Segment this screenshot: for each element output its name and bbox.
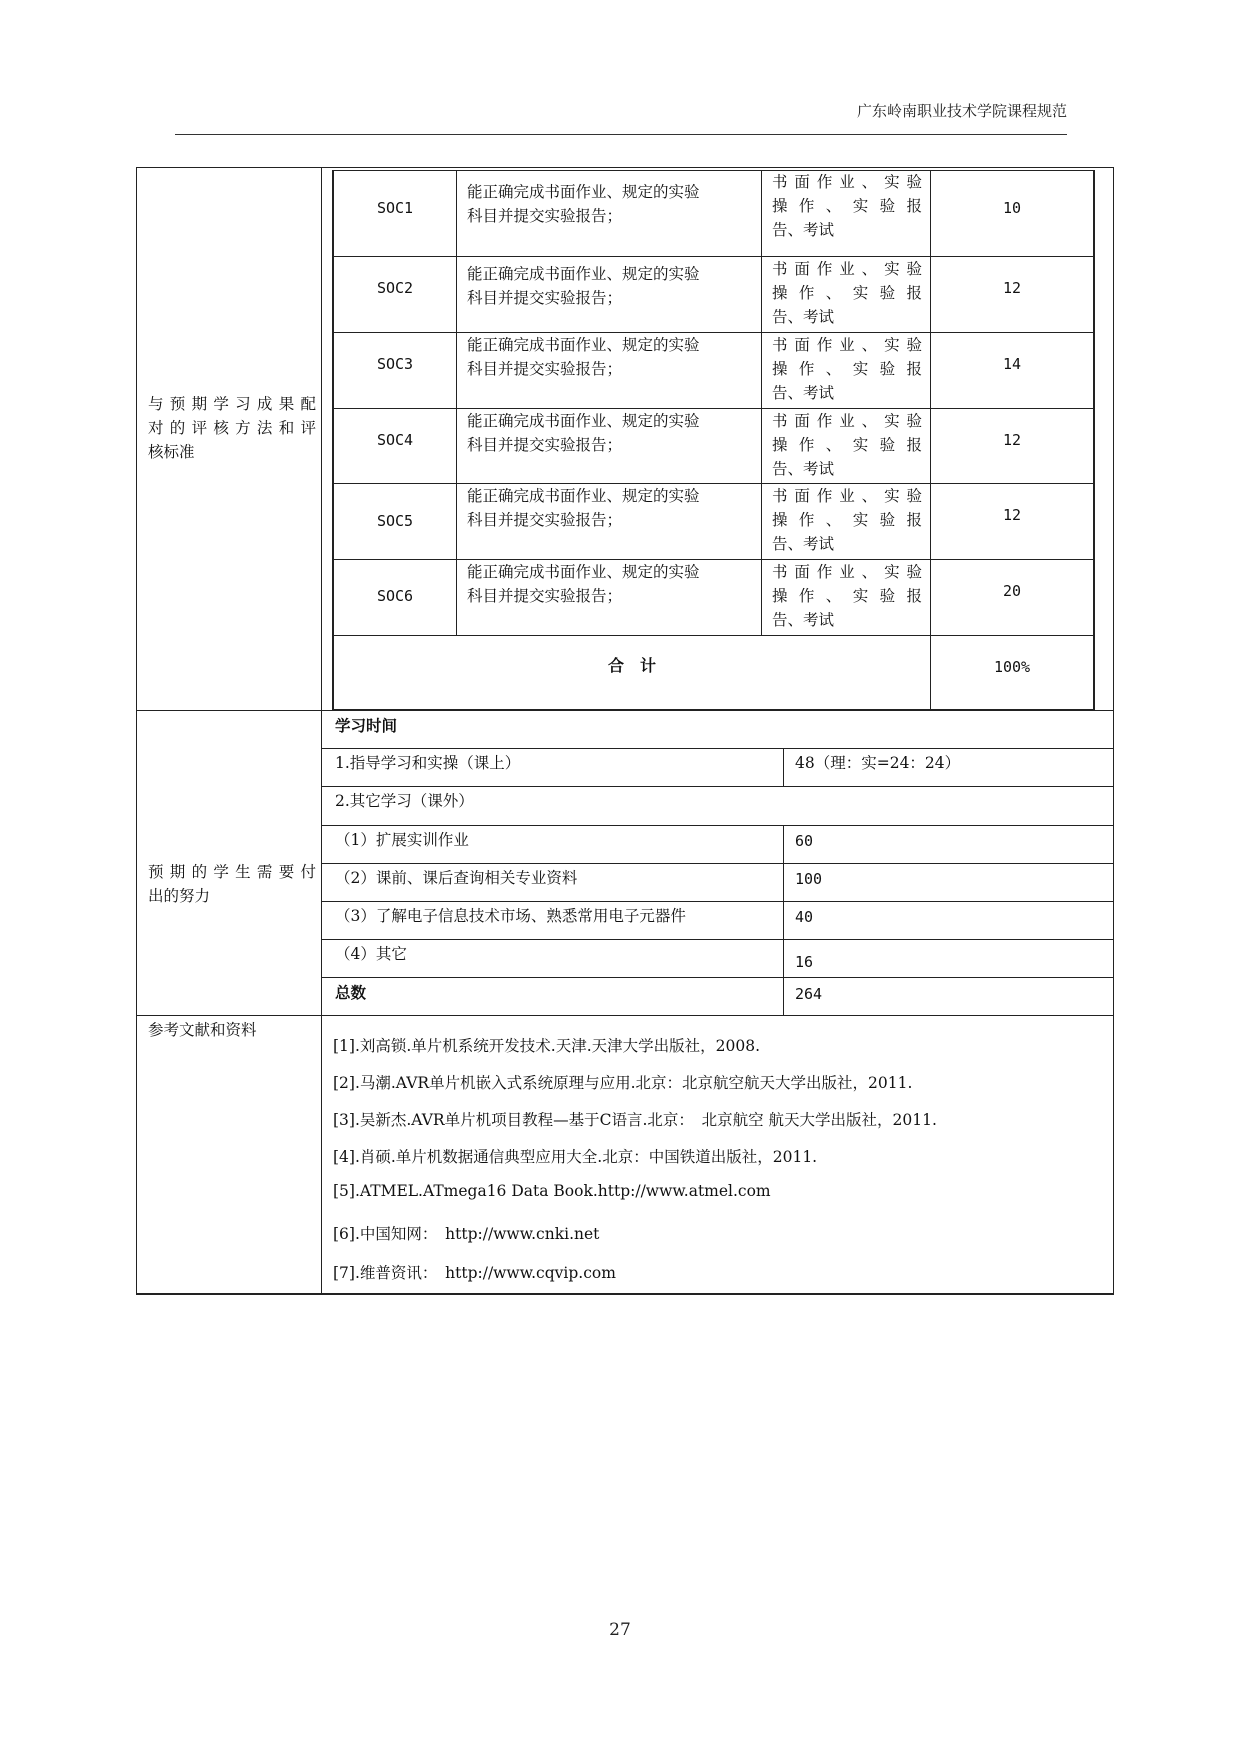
assessment-total-label: 合 计 [607, 656, 656, 675]
soc-weight: 12 [1002, 279, 1022, 297]
soc-description [467, 560, 757, 608]
effort-other-label: 2.其它学习（课外） [335, 792, 474, 810]
method-line: 书面作业、实验 [772, 173, 922, 191]
soc-code: SOC2 [376, 279, 414, 297]
desc-line: 科目并提交实验报告； [467, 289, 623, 307]
effort-item-value: 40 [795, 908, 814, 926]
effort-row-divider [321, 939, 1114, 940]
soc-description [467, 484, 757, 532]
nested-table-right [1093, 170, 1095, 710]
effort-value-divider [783, 825, 784, 1015]
desc-line: 能正确完成书面作业、规定的实验 [467, 563, 700, 581]
page-header: 广东岭南职业技术学院课程规范 [856, 102, 1067, 120]
desc-line: 科目并提交实验报告； [467, 587, 623, 605]
references-label: 参考文献和资料 [148, 1021, 257, 1039]
soc-description [467, 180, 757, 228]
soc-code: SOC3 [376, 355, 414, 373]
method-line: 操 作 、 实 验 报 [772, 284, 922, 302]
method-line: 书面作业、实验 [772, 260, 922, 278]
method-line: 告、考试 [772, 308, 835, 326]
method-line: 操 作 、 实 验 报 [772, 360, 922, 378]
soc-code: SOC6 [376, 587, 414, 605]
reference-item: [1].刘高锁.单片机系统开发技术.天津.天津大学出版社，2008. [333, 1037, 761, 1055]
desc-line: 科目并提交实验报告； [467, 360, 623, 378]
page-number: 27 [609, 1620, 631, 1640]
nested-table-bottom [332, 709, 1095, 711]
method-line: 操 作 、 实 验 报 [772, 511, 922, 529]
method-line: 书面作业、实验 [772, 563, 922, 581]
nested-row-divider [332, 256, 1095, 257]
effort-item-value: 60 [795, 832, 814, 850]
effort-total-label: 总数 [335, 984, 367, 1002]
effort-item-label: （1）扩展实训作业 [335, 831, 469, 849]
soc-method [772, 170, 922, 242]
soc-weight: 12 [1002, 431, 1022, 449]
desc-line: 科目并提交实验报告； [467, 511, 623, 529]
effort-row-divider [321, 977, 1114, 978]
nested-col-divider-2 [761, 170, 762, 635]
desc-line: 能正确完成书面作业、规定的实验 [467, 336, 700, 354]
effort-value-divider [783, 748, 784, 786]
reference-item: [5].ATMEL.ATmega16 Data Book.http://www.atmel.com [333, 1182, 771, 1200]
effort-item-label: （4）其它 [335, 945, 407, 963]
soc-weight: 20 [1002, 582, 1022, 600]
method-line: 告、考试 [772, 384, 835, 402]
effort-row-divider [321, 863, 1114, 864]
effort-item-value: 100 [795, 870, 823, 888]
soc-weight: 12 [1002, 506, 1022, 524]
effort-label-line: 预期的学生需要付 [148, 863, 316, 881]
method-line: 书面作业、实验 [772, 487, 922, 505]
soc-method [772, 257, 922, 329]
effort-item-label: （3）了解电子信息技术市场、熟悉常用电子元器件 [335, 907, 686, 925]
desc-line: 科目并提交实验报告； [467, 436, 623, 454]
reference-item: [6].中国知网： http://www.cnki.net [333, 1225, 600, 1243]
assessment-label-line: 与预期学习成果配 [148, 395, 316, 413]
soc-code: SOC1 [376, 199, 414, 217]
reference-item: [3].吴新杰.AVR单片机项目教程—基于C语言.北京： 北京航空 航天大学出版社，2011. [333, 1111, 937, 1129]
table-border-bottom [136, 1293, 1114, 1295]
soc-description [467, 409, 757, 457]
assessment-label-line: 对的评核方法和评 [148, 419, 316, 437]
method-line: 操 作 、 实 验 报 [772, 197, 922, 215]
effort-row-divider [321, 786, 1114, 787]
reference-item: [2].马潮.AVR单片机嵌入式系统原理与应用.北京：北京航空航天大学出版社，2011. [333, 1074, 913, 1092]
soc-weight: 10 [1002, 199, 1022, 217]
effort-row-divider [321, 748, 1114, 749]
soc-code: SOC5 [376, 512, 414, 530]
assessment-label-line: 核标准 [148, 443, 195, 461]
method-line: 告、考试 [772, 535, 835, 553]
nested-table-top [332, 170, 1095, 171]
effort-label [148, 860, 316, 908]
soc-method [772, 560, 922, 632]
effort-item-label: （2）课前、课后查询相关专业资料 [335, 869, 578, 887]
assessment-total-value: 100% [993, 658, 1031, 676]
soc-weight: 14 [1002, 355, 1022, 373]
method-line: 书面作业、实验 [772, 412, 922, 430]
effort-row-divider [321, 901, 1114, 902]
desc-line: 能正确完成书面作业、规定的实验 [467, 412, 700, 430]
effort-in-class-value: 48（理：实=24：24） [795, 754, 961, 772]
soc-code: SOC4 [376, 431, 414, 449]
method-line: 告、考试 [772, 460, 835, 478]
effort-label-line: 出的努力 [148, 887, 211, 905]
section-divider-2 [136, 1015, 1114, 1016]
method-line: 告、考试 [772, 611, 835, 629]
method-line: 书面作业、实验 [772, 336, 922, 354]
desc-line: 能正确完成书面作业、规定的实验 [467, 183, 700, 201]
table-border-left [136, 167, 137, 1294]
nested-row-divider [332, 635, 1095, 636]
effort-in-class-label: 1.指导学习和实操（课上） [335, 754, 521, 772]
effort-row-divider [321, 825, 1114, 826]
nested-col-divider-1 [456, 170, 457, 635]
soc-method [772, 409, 922, 481]
soc-method [772, 333, 922, 405]
method-line: 操 作 、 实 验 报 [772, 587, 922, 605]
desc-line: 能正确完成书面作业、规定的实验 [467, 265, 700, 283]
label-column-divider [321, 167, 322, 1294]
header-rule [175, 134, 1067, 135]
assessment-label [148, 392, 316, 464]
reference-item: [4].肖硕.单片机数据通信典型应用大全.北京：中国铁道出版社，2011. [333, 1148, 818, 1166]
desc-line: 科目并提交实验报告； [467, 207, 623, 225]
desc-line: 能正确完成书面作业、规定的实验 [467, 487, 700, 505]
reference-item: [7].维普资讯： http://www.cqvip.com [333, 1264, 616, 1282]
effort-item-value: 16 [795, 953, 814, 971]
method-line: 告、考试 [772, 221, 835, 239]
table-border-top [136, 167, 1114, 168]
effort-heading: 学习时间 [335, 717, 398, 735]
soc-method [772, 484, 922, 556]
soc-description [467, 333, 757, 381]
soc-description [467, 262, 757, 310]
effort-total-value: 264 [795, 985, 823, 1003]
table-border-right [1113, 167, 1114, 1294]
method-line: 操 作 、 实 验 报 [772, 436, 922, 454]
